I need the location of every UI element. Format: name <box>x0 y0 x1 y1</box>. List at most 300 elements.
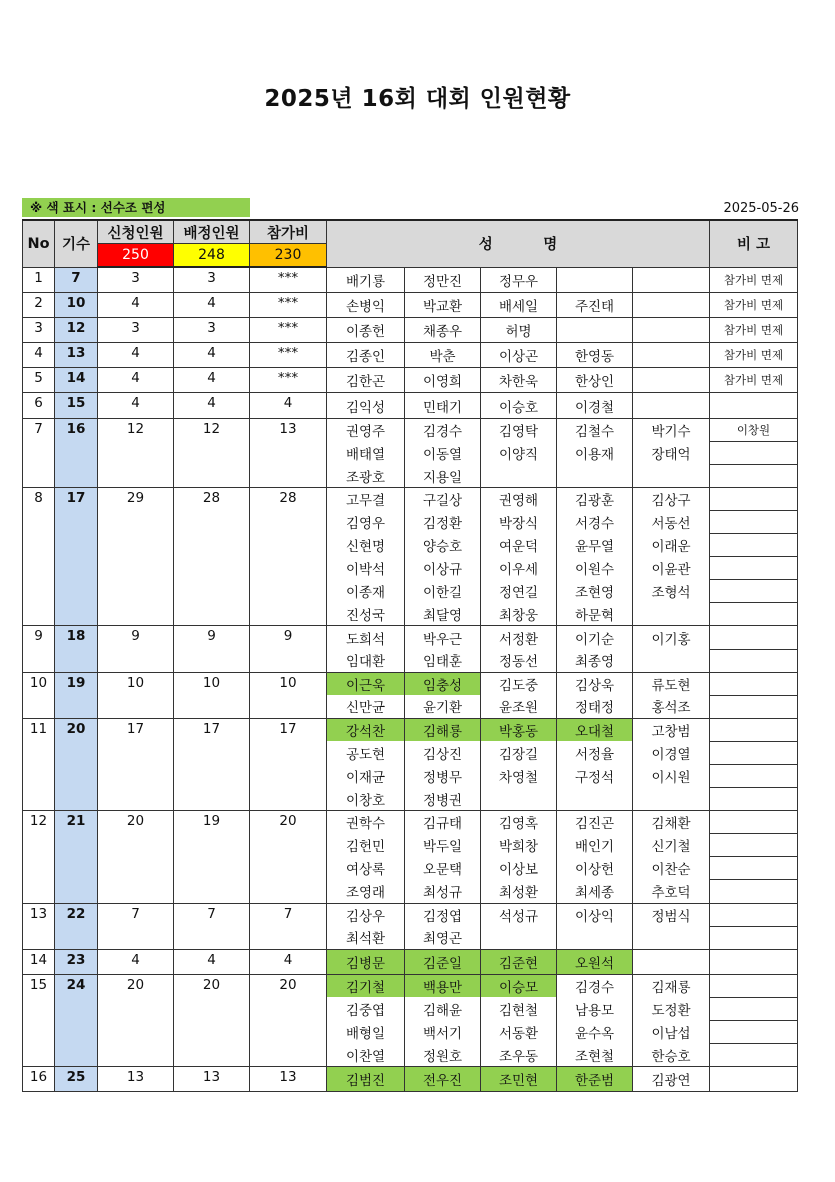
member-name <box>633 949 710 974</box>
row-fee: 7 <box>250 903 327 949</box>
row-fee: 13 <box>250 418 327 487</box>
member-name <box>557 464 633 487</box>
member-name: 조영래 <box>327 880 405 903</box>
header-gisu: 기수 <box>55 220 98 267</box>
member-name: 신기철 <box>633 834 710 857</box>
member-name: 류도현 <box>633 672 710 695</box>
member-name: 김헌민 <box>327 834 405 857</box>
row-assigned: 4 <box>174 393 250 418</box>
row-assigned: 10 <box>174 672 250 718</box>
row-note: 참가비 면제 <box>710 318 798 343</box>
row-gisu: 18 <box>55 626 98 672</box>
row-assigned: 7 <box>174 903 250 949</box>
member-name: 조민현 <box>481 1067 557 1092</box>
member-name: 하문혁 <box>557 603 633 626</box>
member-name: 도정환 <box>633 997 710 1020</box>
member-name: 한영동 <box>557 343 633 368</box>
row-note: 참가비 면제 <box>710 267 798 293</box>
member-name: 백서기 <box>405 1021 481 1044</box>
row-fee: 4 <box>250 393 327 418</box>
member-name: 김정엽 <box>405 903 481 926</box>
row-gisu: 23 <box>55 949 98 974</box>
row-no: 10 <box>23 672 55 718</box>
table-row <box>23 811 798 834</box>
row-assigned: 12 <box>174 418 250 487</box>
member-name: 최세종 <box>557 880 633 903</box>
row-applied: 10 <box>98 672 174 718</box>
member-name: 이동열 <box>405 441 481 464</box>
member-name: 남용모 <box>557 997 633 1020</box>
member-name: 권영주 <box>327 418 405 441</box>
member-name: 김경수 <box>557 974 633 997</box>
member-name: 김재룡 <box>633 974 710 997</box>
row-no: 7 <box>23 418 55 487</box>
row-applied: 12 <box>98 418 174 487</box>
member-name: 장태억 <box>633 441 710 464</box>
total-assigned: 248 <box>174 244 250 268</box>
member-name: 이영희 <box>405 368 481 393</box>
row-fee: 4 <box>250 949 327 974</box>
member-name: 윤기환 <box>405 695 481 718</box>
member-name: 강석찬 <box>327 718 405 741</box>
table-row <box>23 368 798 393</box>
row-applied: 17 <box>98 718 174 810</box>
member-name: 이용재 <box>557 441 633 464</box>
member-name: 이종헌 <box>327 318 405 343</box>
member-name: 박교환 <box>405 293 481 318</box>
member-name: 김준일 <box>405 949 481 974</box>
member-name <box>557 788 633 811</box>
row-gisu: 12 <box>55 318 98 343</box>
member-name: 이경열 <box>633 741 710 764</box>
member-name: 정병권 <box>405 788 481 811</box>
member-name: 임태훈 <box>405 649 481 672</box>
member-name <box>557 926 633 949</box>
member-name: 전우진 <box>405 1067 481 1092</box>
member-name: 한상인 <box>557 368 633 393</box>
member-name: 이경철 <box>557 393 633 418</box>
member-name: 김현철 <box>481 997 557 1020</box>
member-name: 김상욱 <box>557 672 633 695</box>
row-applied: 4 <box>98 293 174 318</box>
row-assigned: 3 <box>174 267 250 293</box>
row-assigned: 4 <box>174 949 250 974</box>
member-name: 김경수 <box>405 418 481 441</box>
member-name: 김기철 <box>327 974 405 997</box>
header-no: No <box>23 220 55 267</box>
member-name <box>633 318 710 343</box>
member-name: 최창웅 <box>481 603 557 626</box>
row-fee: *** <box>250 368 327 393</box>
member-name: 이기순 <box>557 626 633 649</box>
member-name: 최달영 <box>405 603 481 626</box>
member-name: 김정환 <box>405 510 481 533</box>
member-name <box>557 318 633 343</box>
member-name: 김도중 <box>481 672 557 695</box>
member-name: 이상헌 <box>557 857 633 880</box>
row-note <box>710 441 798 464</box>
row-applied: 4 <box>98 393 174 418</box>
row-note <box>710 580 798 603</box>
member-name: 박춘 <box>405 343 481 368</box>
row-note <box>710 626 798 649</box>
member-name: 구길상 <box>405 487 481 510</box>
table-row <box>23 974 798 997</box>
row-assigned: 4 <box>174 343 250 368</box>
row-applied: 3 <box>98 318 174 343</box>
member-name <box>481 926 557 949</box>
row-no: 15 <box>23 974 55 1066</box>
row-gisu: 20 <box>55 718 98 810</box>
row-no: 14 <box>23 949 55 974</box>
row-assigned: 13 <box>174 1067 250 1092</box>
member-name <box>633 926 710 949</box>
row-applied: 20 <box>98 974 174 1066</box>
row-assigned: 19 <box>174 811 250 903</box>
member-name: 배기룡 <box>327 267 405 293</box>
member-name: 권학수 <box>327 811 405 834</box>
row-note: 참가비 면제 <box>710 368 798 393</box>
table-row <box>23 903 798 926</box>
row-note <box>710 557 798 580</box>
member-name: 배태열 <box>327 441 405 464</box>
row-gisu: 25 <box>55 1067 98 1092</box>
row-note <box>710 464 798 487</box>
member-name: 조광호 <box>327 464 405 487</box>
table-row <box>23 672 798 695</box>
member-name: 윤수옥 <box>557 1021 633 1044</box>
member-name: 공도현 <box>327 741 405 764</box>
member-name: 권영해 <box>481 487 557 510</box>
row-fee: 17 <box>250 718 327 810</box>
member-name: 김한곤 <box>327 368 405 393</box>
member-name: 김해윤 <box>405 997 481 1020</box>
member-name <box>633 343 710 368</box>
member-name: 김영탁 <box>481 418 557 441</box>
row-note <box>710 997 798 1020</box>
table-row <box>23 418 798 441</box>
row-gisu: 15 <box>55 393 98 418</box>
row-note <box>710 834 798 857</box>
member-name: 최성환 <box>481 880 557 903</box>
table-row <box>23 393 798 418</box>
row-note <box>710 857 798 880</box>
row-note <box>710 1021 798 1044</box>
member-name <box>633 293 710 318</box>
member-name: 민태기 <box>405 393 481 418</box>
table-row <box>23 626 798 649</box>
color-legend: ※ 색 표시 : 선수조 편성 <box>22 198 250 217</box>
member-name: 이창호 <box>327 788 405 811</box>
total-applied: 250 <box>98 244 174 268</box>
table-row <box>23 318 798 343</box>
row-applied: 29 <box>98 487 174 626</box>
row-assigned: 17 <box>174 718 250 810</box>
member-name: 김철수 <box>557 418 633 441</box>
member-name: 배인기 <box>557 834 633 857</box>
member-name <box>633 603 710 626</box>
row-note <box>710 487 798 510</box>
member-name: 이상보 <box>481 857 557 880</box>
row-note: 참가비 면제 <box>710 343 798 368</box>
row-applied: 4 <box>98 949 174 974</box>
member-name: 정범식 <box>633 903 710 926</box>
member-name: 정무우 <box>481 267 557 293</box>
member-name: 추호덕 <box>633 880 710 903</box>
member-name: 최성규 <box>405 880 481 903</box>
row-note <box>710 741 798 764</box>
member-name: 김중엽 <box>327 997 405 1020</box>
member-name: 이종재 <box>327 580 405 603</box>
row-note <box>710 788 798 811</box>
member-name: 도희석 <box>327 626 405 649</box>
member-name: 홍석조 <box>633 695 710 718</box>
row-note <box>710 974 798 997</box>
member-name: 김영우 <box>327 510 405 533</box>
member-name: 조우동 <box>481 1044 557 1067</box>
member-name: 서정환 <box>481 626 557 649</box>
member-name: 김규태 <box>405 811 481 834</box>
member-name: 이근욱 <box>327 672 405 695</box>
row-note: 참가비 면제 <box>710 293 798 318</box>
member-name: 이우세 <box>481 557 557 580</box>
member-name: 이찬순 <box>633 857 710 880</box>
row-applied: 3 <box>98 267 174 293</box>
member-name: 이재균 <box>327 764 405 787</box>
row-note <box>710 695 798 718</box>
member-name: 김병문 <box>327 949 405 974</box>
row-gisu: 19 <box>55 672 98 718</box>
row-assigned: 3 <box>174 318 250 343</box>
member-name: 박홍동 <box>481 718 557 741</box>
member-name: 이기홍 <box>633 626 710 649</box>
row-applied: 7 <box>98 903 174 949</box>
row-note <box>710 1067 798 1092</box>
row-gisu: 13 <box>55 343 98 368</box>
member-name: 김영혹 <box>481 811 557 834</box>
row-note <box>710 764 798 787</box>
row-note <box>710 510 798 533</box>
member-name: 이상곤 <box>481 343 557 368</box>
row-fee: 20 <box>250 974 327 1066</box>
row-note <box>710 903 798 926</box>
member-name: 여운덕 <box>481 534 557 557</box>
member-name: 박우근 <box>405 626 481 649</box>
row-fee: *** <box>250 293 327 318</box>
row-note <box>710 534 798 557</box>
row-note <box>710 603 798 626</box>
member-name: 정태정 <box>557 695 633 718</box>
row-fee: *** <box>250 343 327 368</box>
row-fee: *** <box>250 267 327 293</box>
member-name: 차영철 <box>481 764 557 787</box>
row-applied: 20 <box>98 811 174 903</box>
member-name: 박기수 <box>633 418 710 441</box>
row-gisu: 14 <box>55 368 98 393</box>
member-name: 이시원 <box>633 764 710 787</box>
member-name: 이박석 <box>327 557 405 580</box>
table-row <box>23 343 798 368</box>
member-name: 서정율 <box>557 741 633 764</box>
member-name: 조현영 <box>557 580 633 603</box>
member-name: 조현철 <box>557 1044 633 1067</box>
header-assigned: 배정인원 <box>174 220 250 244</box>
table-row <box>23 1067 798 1092</box>
row-fee: *** <box>250 318 327 343</box>
member-name: 주진태 <box>557 293 633 318</box>
row-note <box>710 1044 798 1067</box>
member-name: 채종우 <box>405 318 481 343</box>
member-name: 이찬열 <box>327 1044 405 1067</box>
row-note: 이창원 <box>710 418 798 441</box>
member-name: 진성국 <box>327 603 405 626</box>
member-name: 서동환 <box>481 1021 557 1044</box>
member-name: 이윤관 <box>633 557 710 580</box>
member-name: 정동선 <box>481 649 557 672</box>
row-fee: 13 <box>250 1067 327 1092</box>
member-name: 정병무 <box>405 764 481 787</box>
member-name: 서동선 <box>633 510 710 533</box>
row-no: 6 <box>23 393 55 418</box>
row-no: 9 <box>23 626 55 672</box>
table-row <box>23 487 798 510</box>
table-row <box>23 949 798 974</box>
member-name: 한승호 <box>633 1044 710 1067</box>
row-no: 12 <box>23 811 55 903</box>
member-name: 서경수 <box>557 510 633 533</box>
member-name: 조형석 <box>633 580 710 603</box>
member-name: 김광훈 <box>557 487 633 510</box>
row-note <box>710 649 798 672</box>
member-name: 이남섭 <box>633 1021 710 1044</box>
member-name: 윤조원 <box>481 695 557 718</box>
row-applied: 4 <box>98 343 174 368</box>
row-fee: 28 <box>250 487 327 626</box>
row-gisu: 22 <box>55 903 98 949</box>
member-name: 최석환 <box>327 926 405 949</box>
row-no: 13 <box>23 903 55 949</box>
roster-table <box>22 219 798 1092</box>
member-name <box>481 464 557 487</box>
row-no: 1 <box>23 267 55 293</box>
row-no: 4 <box>23 343 55 368</box>
member-name <box>633 649 710 672</box>
row-fee: 10 <box>250 672 327 718</box>
row-gisu: 7 <box>55 267 98 293</box>
member-name: 석성규 <box>481 903 557 926</box>
row-assigned: 28 <box>174 487 250 626</box>
member-name: 양승호 <box>405 534 481 557</box>
member-name: 고무결 <box>327 487 405 510</box>
member-name: 김상진 <box>405 741 481 764</box>
member-name: 박두일 <box>405 834 481 857</box>
member-name: 이상익 <box>557 903 633 926</box>
page-title: 2025년 16회 대회 인원현황 <box>264 86 571 112</box>
member-name <box>633 464 710 487</box>
member-name: 김광연 <box>633 1067 710 1092</box>
member-name: 이승호 <box>481 393 557 418</box>
member-name: 여상록 <box>327 857 405 880</box>
member-name: 김준현 <box>481 949 557 974</box>
member-name: 오원석 <box>557 949 633 974</box>
row-gisu: 21 <box>55 811 98 903</box>
member-name: 김해룡 <box>405 718 481 741</box>
member-name: 김상구 <box>633 487 710 510</box>
report-date: 2025-05-26 <box>723 201 799 216</box>
member-name: 정원호 <box>405 1044 481 1067</box>
row-note <box>710 949 798 974</box>
table-row <box>23 267 798 293</box>
row-fee: 9 <box>250 626 327 672</box>
row-note <box>710 672 798 695</box>
member-name: 오문택 <box>405 857 481 880</box>
table-row <box>23 718 798 741</box>
row-gisu: 16 <box>55 418 98 487</box>
member-name: 배세일 <box>481 293 557 318</box>
row-assigned: 4 <box>174 368 250 393</box>
member-name: 정만진 <box>405 267 481 293</box>
row-applied: 9 <box>98 626 174 672</box>
member-name: 이승모 <box>481 974 557 997</box>
row-applied: 13 <box>98 1067 174 1092</box>
row-note <box>710 393 798 418</box>
member-name: 이래운 <box>633 534 710 557</box>
member-name <box>633 393 710 418</box>
row-no: 16 <box>23 1067 55 1092</box>
row-no: 11 <box>23 718 55 810</box>
member-name: 신만균 <box>327 695 405 718</box>
row-fee: 20 <box>250 811 327 903</box>
member-name: 이양직 <box>481 441 557 464</box>
row-gisu: 10 <box>55 293 98 318</box>
member-name: 이상규 <box>405 557 481 580</box>
member-name: 윤무열 <box>557 534 633 557</box>
member-name <box>557 267 633 293</box>
member-name: 허명 <box>481 318 557 343</box>
member-name: 김범진 <box>327 1067 405 1092</box>
row-no: 5 <box>23 368 55 393</box>
member-name: 신현명 <box>327 534 405 557</box>
member-name: 이원수 <box>557 557 633 580</box>
row-no: 2 <box>23 293 55 318</box>
total-fee: 230 <box>250 244 327 268</box>
member-name: 박장식 <box>481 510 557 533</box>
member-name: 구정석 <box>557 764 633 787</box>
row-applied: 4 <box>98 368 174 393</box>
member-name: 김장길 <box>481 741 557 764</box>
member-name: 배형일 <box>327 1021 405 1044</box>
row-assigned: 9 <box>174 626 250 672</box>
member-name: 김종인 <box>327 343 405 368</box>
member-name: 정연길 <box>481 580 557 603</box>
member-name: 박희창 <box>481 834 557 857</box>
header-names: 성 명 <box>327 220 710 267</box>
row-gisu: 17 <box>55 487 98 626</box>
row-note <box>710 880 798 903</box>
member-name: 이한길 <box>405 580 481 603</box>
row-no: 8 <box>23 487 55 626</box>
member-name: 백용만 <box>405 974 481 997</box>
member-name <box>633 788 710 811</box>
member-name: 고창범 <box>633 718 710 741</box>
member-name: 김상우 <box>327 903 405 926</box>
member-name <box>481 788 557 811</box>
member-name: 임대환 <box>327 649 405 672</box>
row-gisu: 24 <box>55 974 98 1066</box>
member-name: 김채환 <box>633 811 710 834</box>
row-note <box>710 926 798 949</box>
row-assigned: 4 <box>174 293 250 318</box>
